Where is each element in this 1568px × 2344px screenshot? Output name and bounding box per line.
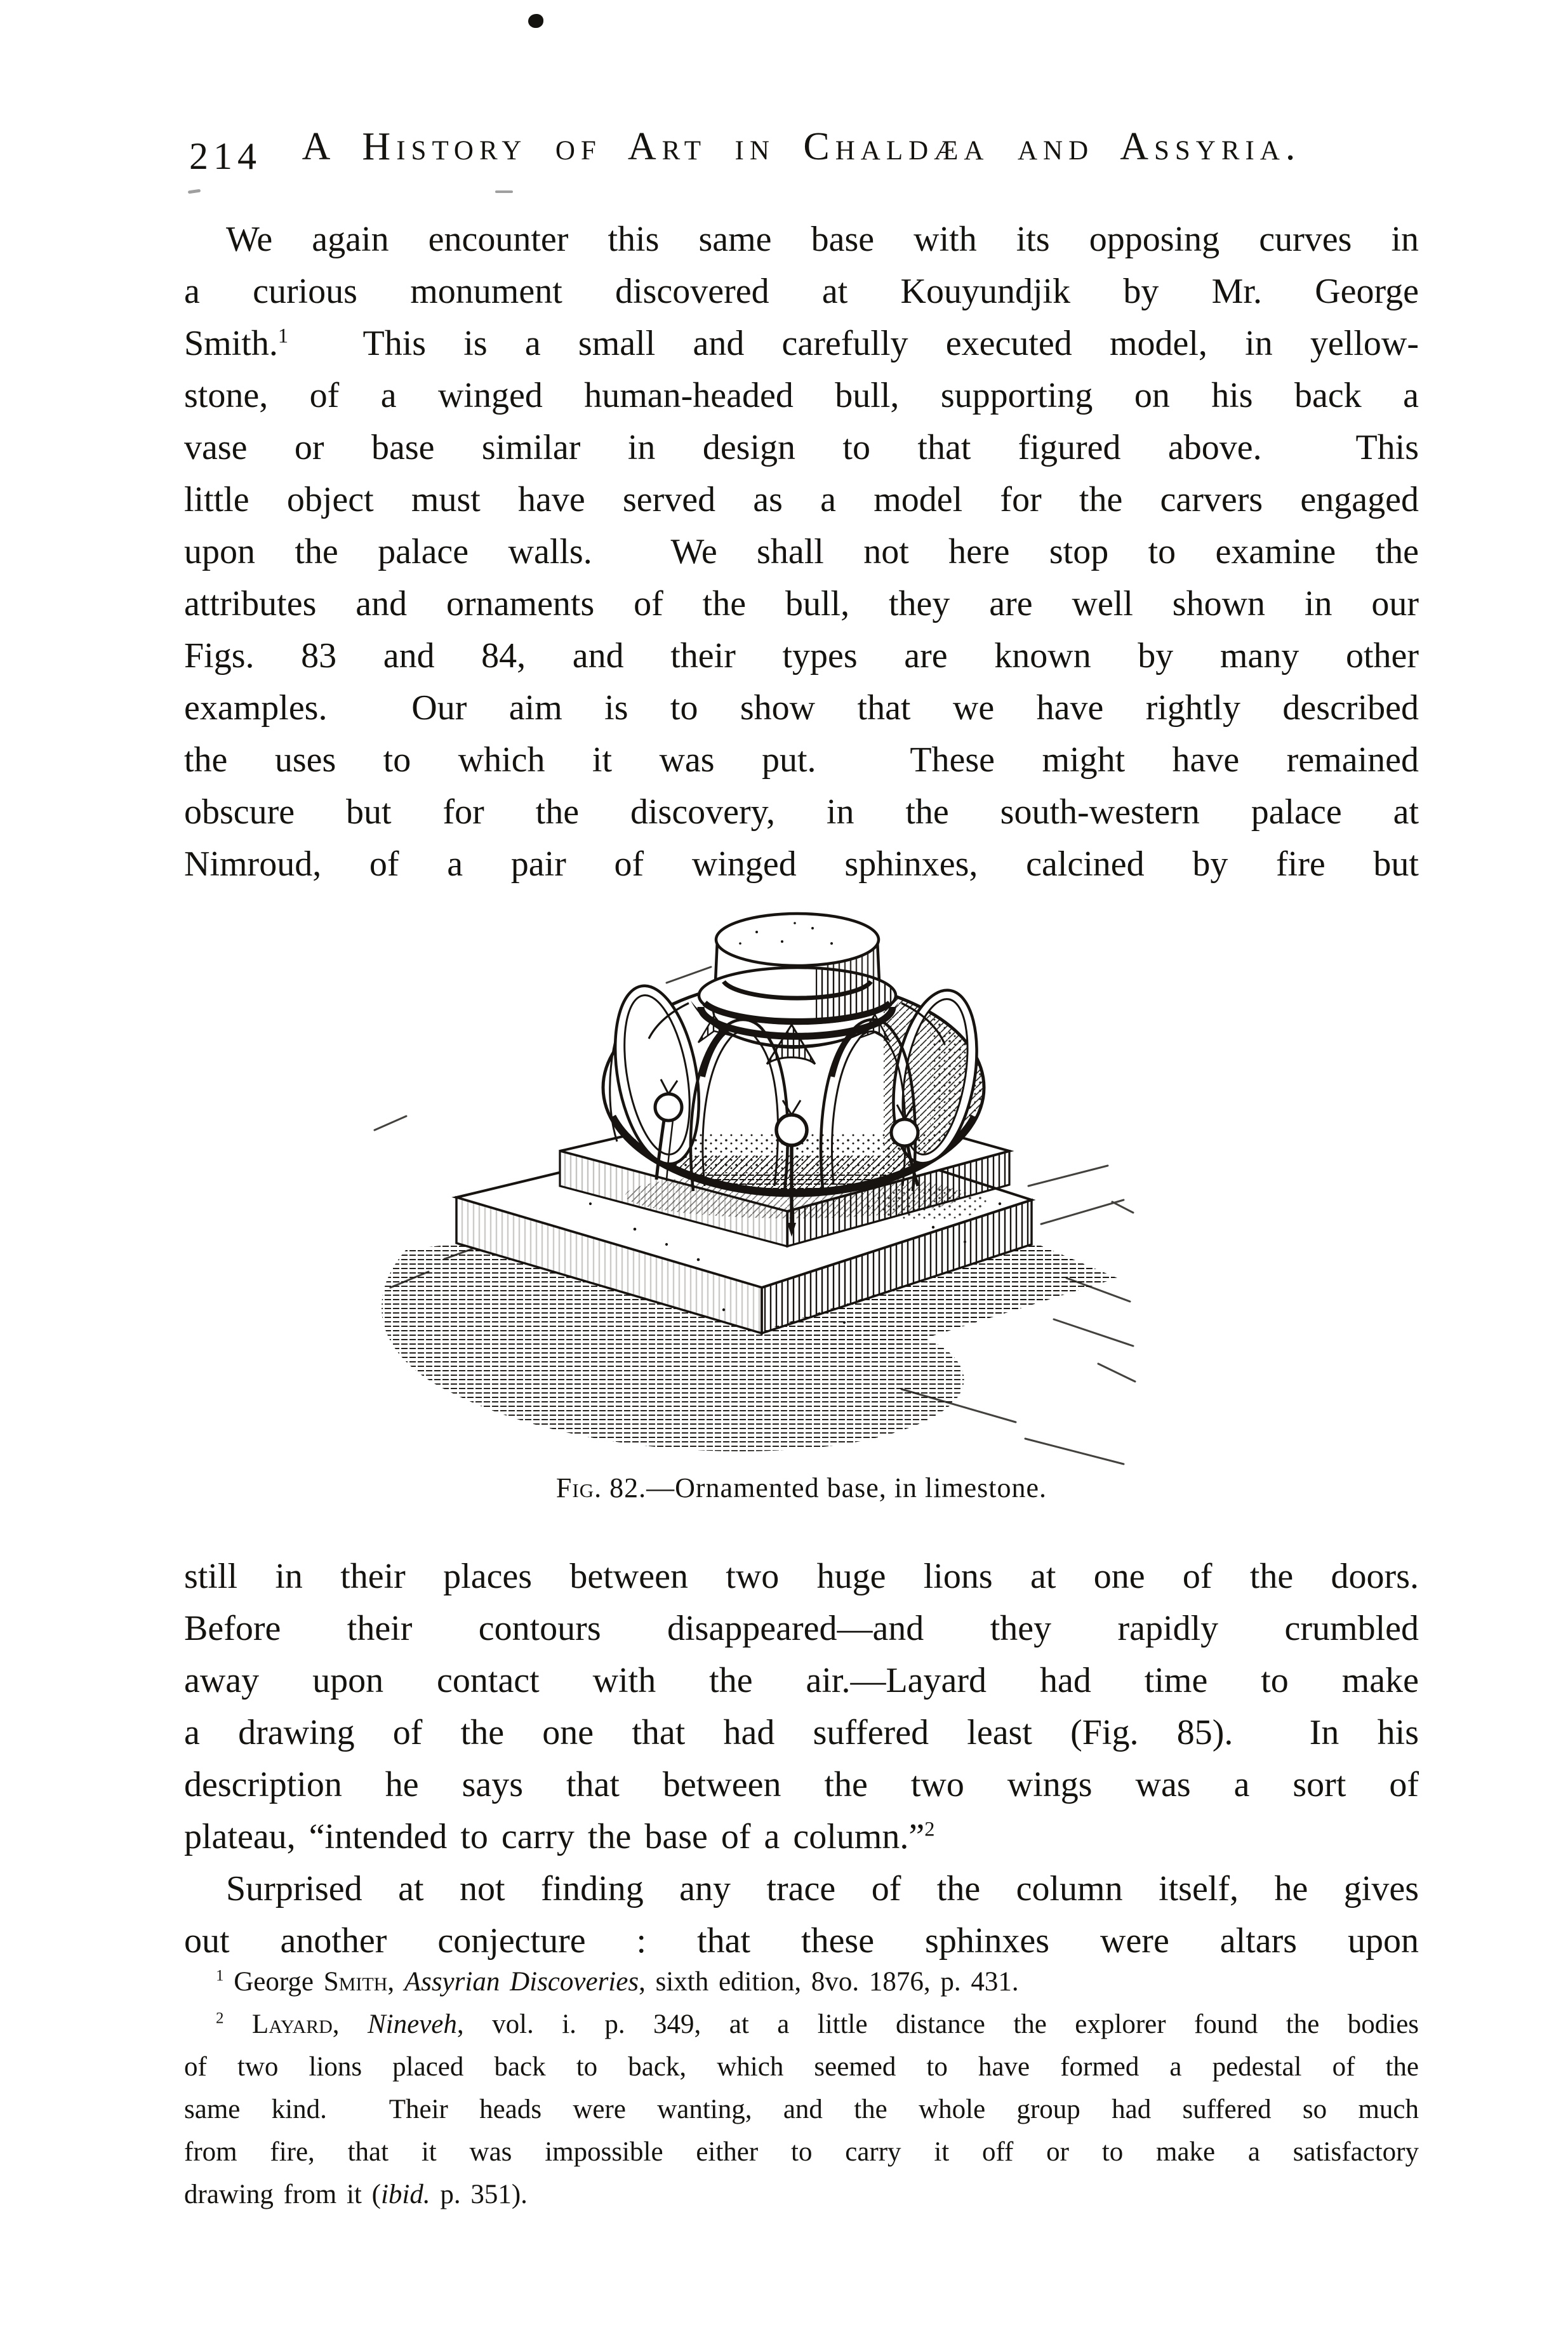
- paragraph-1: [184, 213, 1419, 890]
- text-line: of two lions placed back to back, which seemed to have formed a pedestal of the: [184, 2052, 1419, 2082]
- text-line: Before their contours disappeared—and they rapidly crumbled: [184, 1609, 1419, 1648]
- text-line: the uses to which it was put. These might have remained: [184, 740, 1419, 780]
- text-line: plateau, “intended to carry the base of a column.”$^2$: [184, 1817, 935, 1856]
- running-title: A History of Art in Chaldæa and Assyria.: [302, 125, 1301, 168]
- text-line: a drawing of the one that had suffered least (Fig. 85). In his: [184, 1713, 1419, 1752]
- text-line: upon the palace walls. We shall not here stop to examine the: [184, 532, 1419, 571]
- text-line: Nimroud, of a pair of winged sphinxes, calcined by fire but: [184, 844, 1419, 884]
- text-line: Smith.$^1$ This is a small and carefully executed model, in yellow-: [184, 324, 1419, 363]
- text-line: Surprised at not finding any trace of the column itself, he gives: [226, 1869, 1419, 1908]
- paragraph-3: [184, 1863, 1419, 1967]
- text-line: $^1$ George Smith, Assyrian Discoveries, sixth edition, 8vo. 1876, p. 431.: [216, 1967, 1019, 1997]
- text-line: a curious monument discovered at Kouyundjik by Mr. George: [184, 272, 1419, 311]
- text-line: drawing from it (ibid. p. 351).: [184, 2180, 528, 2209]
- text-line: little object must have served as a model for the carvers engaged: [184, 480, 1419, 519]
- paragraph-2: [184, 1550, 1419, 1863]
- text-line: stone, of a winged human-headed bull, supporting on his back a: [184, 376, 1419, 415]
- text-line: examples. Our aim is to show that we have rightly described: [184, 688, 1419, 728]
- text-line: description he says that between the two wings was a sort of: [184, 1765, 1419, 1804]
- text-line: Figs. 83 and 84, and their types are known by many other: [184, 636, 1419, 676]
- ink-blot: [528, 14, 543, 28]
- footnote-2: [184, 2003, 1419, 2216]
- text-line: away upon contact with the air.—Layard had time to make: [184, 1661, 1419, 1700]
- text-line: same kind. Their heads were wanting, and the whole group had suffered so much: [184, 2094, 1419, 2124]
- figure-illustration: [368, 907, 1136, 1468]
- page-number: 214: [189, 135, 262, 177]
- figure-caption: Fig. 82.—Ornamented base, in limestone.: [555, 1472, 1047, 1503]
- text-line: still in their places between two huge lions at one of the doors.: [184, 1557, 1419, 1596]
- engraving-ornamented-base: [368, 907, 1136, 1468]
- text-line: out another conjecture : that these sphinxes were altars upon: [184, 1921, 1419, 1961]
- text-line: $^2$ Layard, Nineveh, vol. i. p. 349, at a little distance the explorer found the bodies: [216, 2009, 1419, 2039]
- text-line: attributes and ornaments of the bull, they are well shown in our: [184, 584, 1419, 623]
- text-line: obscure but for the discovery, in the south-western palace at: [184, 792, 1419, 832]
- text-line: vase or base similar in design to that figured above. This: [184, 428, 1419, 467]
- text-line: We again encounter this same base with its opposing curves in: [226, 220, 1419, 259]
- footnote-1: [184, 1961, 1419, 2003]
- text-line: from fire, that it was impossible either to carry it off or to make a satisfactory: [184, 2137, 1419, 2167]
- running-header: [184, 124, 1419, 194]
